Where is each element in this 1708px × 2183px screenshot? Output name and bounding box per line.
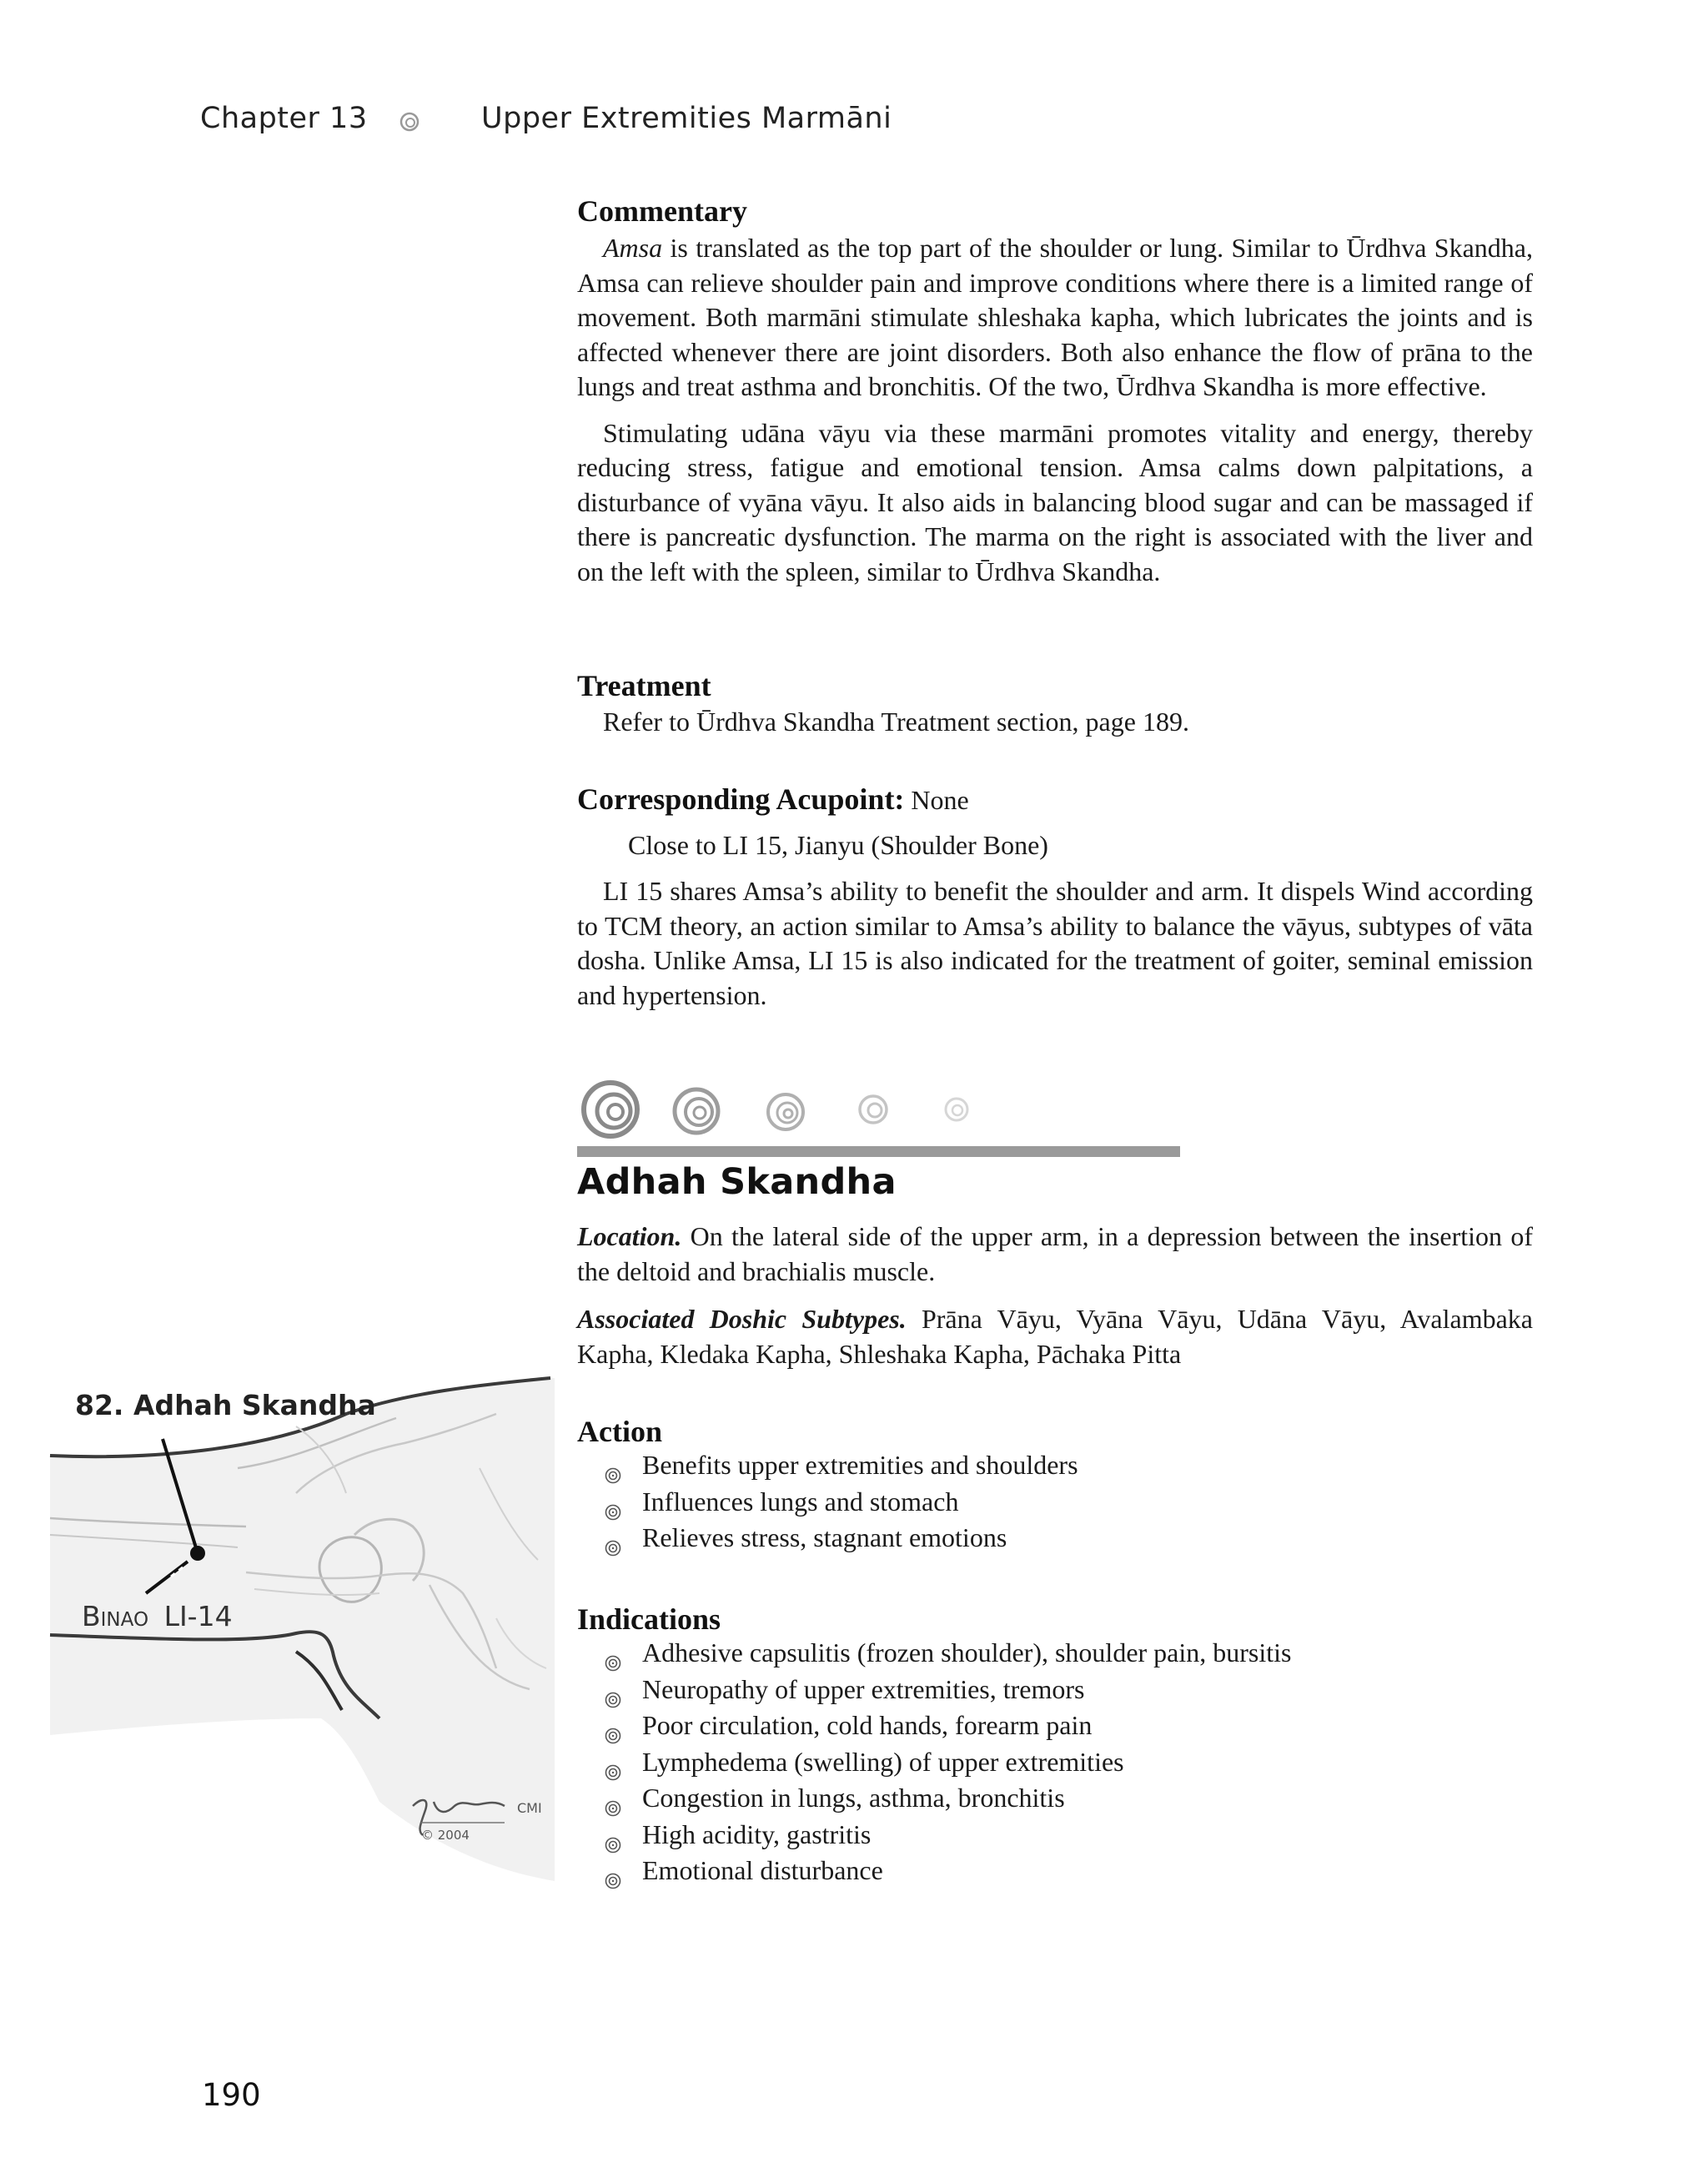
decorative-spirals (577, 1076, 977, 1143)
action-heading: Action (577, 1415, 662, 1448)
acupoint-section (577, 782, 1533, 1013)
list-item (577, 1484, 1533, 1521)
commentary-paragraph-1 (577, 231, 1533, 405)
acupoint-line (577, 782, 1533, 818)
bullet-spiral-icon (605, 1863, 621, 1879)
acupoint-name: Binao (82, 1600, 149, 1632)
commentary-paragraph-2: Stimulating udāna vāyu via these marmāni promotes vitality and energy, thereby reducing stress, fatigue and emotional tension. Amsa calms down palpitations, a disturbance of vyāna vāyu. It also aids in balancing blood sugar and can be massaged if there is pancreatic dysfunction. The marma on the right is associated with the liver and on the left with the spleen, similar to Ūrdhva Skandha. (577, 417, 1533, 586)
indications-section (577, 1602, 1533, 1889)
list-item (577, 1520, 1533, 1557)
location-paragraph (577, 1220, 1533, 1289)
list-item (577, 1853, 1533, 1889)
acupoint-value: None (911, 785, 969, 815)
svg-text:CMI: CMI (517, 1800, 542, 1816)
acupoint-text: LI 15 shares Amsa’s ability to benefit the shoulder and arm. It dispels Wind according to TCM theory, an action similar to Amsa’s ability to balance the vāyus, subtypes of vāta dosha. Unlike Amsa, LI 15 is also indicated for the treatment of goiter, seminal emission and hypertension. (577, 876, 1533, 1010)
list-item-text: Poor circulation, cold hands, forearm pain (642, 1710, 1093, 1740)
list-item (577, 1447, 1533, 1484)
list-item (577, 1817, 1533, 1854)
commentary-p1-text: is translated as the top part of the shoulder or lung. Similar to Ūrdhva Skandha, Amsa can relieve shoulder pain and improve conditions where there is a limited range of movement. Both marmāni stimulate shleshaka kapha, which lubricates the joints and is affected whenever there are joint disorders. Both also enhance the flow of prāna to the lungs and treat asthma and bronchitis. Of the two, Ūrdhva Skandha is more effective. (577, 233, 1533, 401)
list-item-text: Benefits upper extremities and shoulders (642, 1450, 1078, 1480)
commentary-heading: Commentary (577, 194, 747, 228)
bullet-spiral-icon (605, 1682, 621, 1698)
location-label: Location. (577, 1221, 682, 1251)
treatment-heading: Treatment (577, 669, 711, 702)
bullet-spiral-icon (605, 1754, 621, 1771)
indications-heading: Indications (577, 1602, 721, 1636)
amsa-term: Amsa (603, 233, 663, 263)
acupoint-heading: Corresponding Acupoint: (577, 782, 905, 816)
action-section (577, 1414, 1533, 1557)
doshic-label: Associated Doshic Subtypes. (577, 1304, 907, 1334)
list-item-text: Influences lungs and stomach (642, 1486, 959, 1517)
list-item-text: Congestion in lungs, asthma, bronchitis (642, 1783, 1065, 1813)
spiral-separator-icon (399, 107, 420, 140)
acupoint-label (82, 1600, 233, 1632)
list-item-text: Emotional disturbance (642, 1855, 883, 1885)
point-label: 82. Adhah Skandha (75, 1389, 376, 1421)
list-item (577, 1708, 1533, 1744)
location-block (577, 1220, 1533, 1371)
list-item (577, 1780, 1533, 1817)
list-item-text: High acidity, gastritis (642, 1818, 872, 1849)
page-number: 190 (202, 2077, 261, 2113)
list-item-text: Neuropathy of upper extremities, tremors (642, 1673, 1085, 1704)
list-item-text: Relieves stress, stagnant emotions (642, 1522, 1007, 1552)
bullet-spiral-icon (605, 1494, 621, 1511)
treatment-text: Refer to Ūrdhva Skandha Treatment section, page 189. (603, 707, 1189, 737)
commentary-section (577, 194, 1533, 589)
bullet-spiral-icon (605, 1827, 621, 1843)
section-title: Adhah Skandha (577, 1161, 897, 1203)
list-item (577, 1635, 1533, 1672)
doshic-paragraph (577, 1302, 1533, 1371)
running-head (200, 102, 892, 135)
chapter-label: Chapter 13 (200, 102, 368, 135)
indications-list (577, 1635, 1533, 1889)
arm-illustration (46, 1368, 563, 1935)
list-item-text: Adhesive capsulitis (frozen shoulder), shoulder pain, bursitis (642, 1637, 1292, 1667)
bullet-spiral-icon (605, 1790, 621, 1807)
artist-signature (404, 1789, 555, 1852)
acupoint-code: LI-14 (163, 1600, 233, 1632)
bullet-spiral-icon (605, 1530, 621, 1547)
section-rule (577, 1146, 1180, 1157)
list-item (577, 1672, 1533, 1708)
treatment-section (577, 668, 1533, 740)
svg-text:© 2004: © 2004 (421, 1828, 470, 1843)
bullet-spiral-icon (605, 1645, 621, 1662)
list-item (577, 1744, 1533, 1781)
acupoint-close: Close to LI 15, Jianyu (Shoulder Bone) (628, 829, 1048, 860)
bullet-spiral-icon (605, 1457, 621, 1474)
chapter-title: Upper Extremities Marmāni (481, 102, 892, 135)
action-list (577, 1447, 1533, 1557)
location-text: On the lateral side of the upper arm, in a depression between the insertion of the deltoid and brachialis muscle. (577, 1221, 1533, 1286)
bullet-spiral-icon (605, 1718, 621, 1734)
list-item-text: Lymphedema (swelling) of upper extremities (642, 1746, 1124, 1777)
doshic-text: Prāna Vāyu, Vyāna Vāyu, Udāna Vāyu, Avalambaka Kapha, Kledaka Kapha, Shleshaka Kapha, Pāchaka Pitta (577, 1304, 1534, 1369)
